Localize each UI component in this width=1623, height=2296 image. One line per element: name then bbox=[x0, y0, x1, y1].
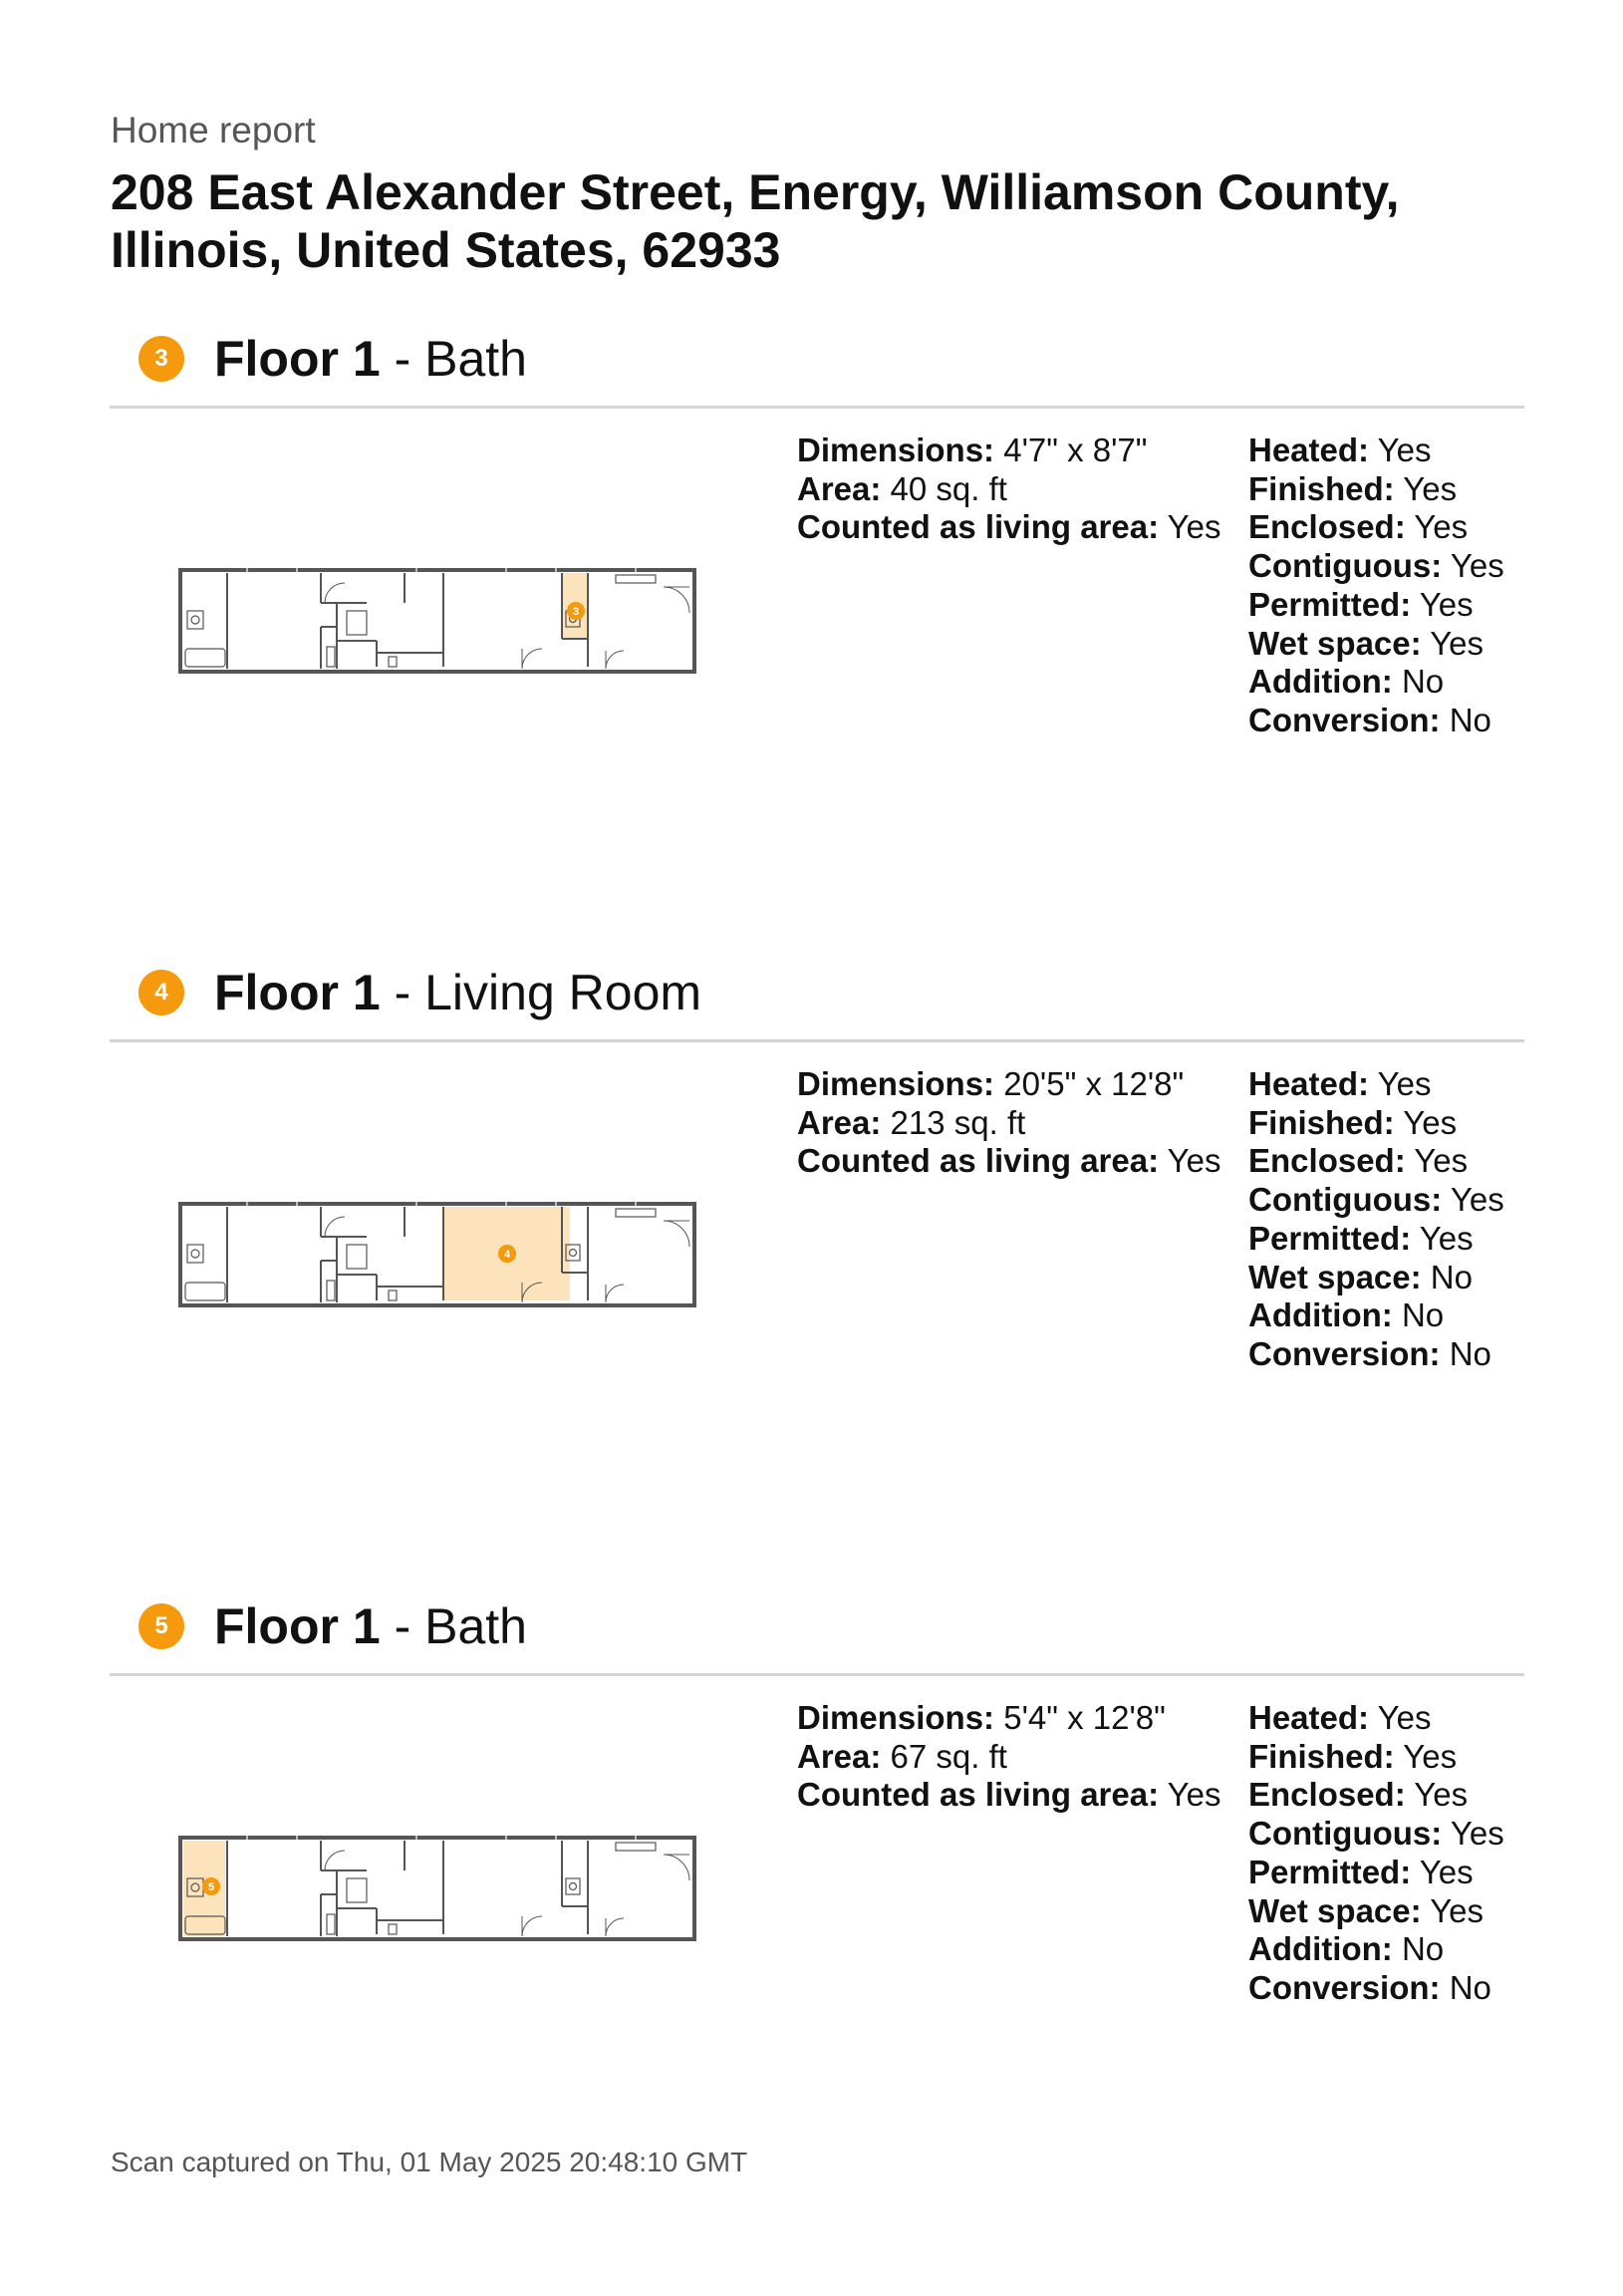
permitted-row bbox=[1248, 1854, 1504, 1892]
conversion-row bbox=[1248, 1969, 1504, 2008]
conversion-row bbox=[1248, 702, 1504, 740]
wet-space-label: Wet space: bbox=[1248, 1258, 1422, 1295]
room-attributes bbox=[1248, 431, 1504, 740]
area-value: 67 sq. ft bbox=[890, 1737, 1007, 1775]
conversion-value: No bbox=[1449, 1334, 1491, 1372]
enclosed-value: Yes bbox=[1414, 508, 1469, 546]
conversion-label: Conversion: bbox=[1248, 1968, 1441, 2006]
area-value: 213 sq. ft bbox=[890, 1103, 1026, 1141]
living-area-label: Counted as living area: bbox=[797, 1142, 1160, 1180]
living-area-value: Yes bbox=[1167, 1142, 1221, 1180]
wet-space-label: Wet space: bbox=[1248, 1891, 1422, 1929]
wet-space-row bbox=[1248, 1259, 1504, 1297]
enclosed-label: Enclosed: bbox=[1248, 508, 1406, 546]
addition-label: Addition: bbox=[1248, 1296, 1393, 1334]
title-separator: - bbox=[380, 1598, 425, 1654]
addition-value: No bbox=[1401, 1296, 1445, 1334]
living-area-value: Yes bbox=[1167, 1776, 1221, 1814]
contiguous-value: Yes bbox=[1450, 547, 1504, 585]
conversion-label: Conversion: bbox=[1248, 1334, 1441, 1372]
floor-plan-drawing bbox=[177, 1835, 697, 1942]
room-title bbox=[214, 964, 701, 1021]
dimensions-label: Dimensions: bbox=[797, 431, 995, 468]
addition-row bbox=[1248, 663, 1504, 702]
dimensions-value: 20'5" x 12'8" bbox=[1003, 1065, 1185, 1102]
enclosed-value: Yes bbox=[1414, 1776, 1469, 1814]
permitted-value: Yes bbox=[1419, 1853, 1474, 1890]
room-details bbox=[797, 431, 1221, 547]
dimensions-label: Dimensions: bbox=[797, 1699, 995, 1736]
title-separator: - bbox=[380, 965, 425, 1020]
permitted-label: Permitted: bbox=[1248, 1219, 1412, 1257]
conversion-value: No bbox=[1449, 701, 1491, 738]
wet-space-value: Yes bbox=[1430, 624, 1485, 662]
dimensions-row bbox=[797, 1065, 1221, 1104]
room-details bbox=[797, 1699, 1221, 1815]
floor-label: Floor 1 bbox=[214, 331, 381, 387]
heated-value: Yes bbox=[1377, 431, 1432, 468]
room-name: Bath bbox=[424, 1598, 527, 1654]
contiguous-label: Contiguous: bbox=[1248, 547, 1443, 585]
section-divider bbox=[110, 406, 1524, 409]
room-name: Living Room bbox=[424, 965, 702, 1020]
area-label: Area: bbox=[797, 1103, 882, 1141]
area-row bbox=[797, 1104, 1221, 1143]
heated-row bbox=[1248, 431, 1504, 470]
room-title bbox=[214, 1597, 527, 1655]
enclosed-row bbox=[1248, 1142, 1504, 1181]
dimensions-row bbox=[797, 431, 1221, 470]
room-attributes bbox=[1248, 1065, 1504, 1374]
room-title bbox=[214, 330, 527, 388]
contiguous-label: Contiguous: bbox=[1248, 1815, 1443, 1853]
permitted-value: Yes bbox=[1419, 1219, 1474, 1257]
living-area-row bbox=[797, 508, 1221, 547]
property-address: 208 East Alexander Street, Energy, Williamson County, Illinois, United States, 62933 bbox=[111, 164, 1400, 278]
contiguous-row bbox=[1248, 1181, 1504, 1220]
heated-label: Heated: bbox=[1248, 1699, 1370, 1736]
room-marker-number: 5 bbox=[207, 1881, 215, 1893]
living-area-value: Yes bbox=[1167, 508, 1221, 546]
room-attributes bbox=[1248, 1699, 1504, 2008]
room-section bbox=[0, 965, 1623, 1568]
room-section bbox=[0, 1598, 1623, 2201]
wet-space-row bbox=[1248, 625, 1504, 664]
area-label: Area: bbox=[797, 1737, 882, 1775]
floor-plan-walls bbox=[180, 1836, 694, 1939]
contiguous-value: Yes bbox=[1450, 1181, 1504, 1219]
heated-row bbox=[1248, 1699, 1504, 1738]
wet-space-label: Wet space: bbox=[1248, 624, 1422, 662]
addition-label: Addition: bbox=[1248, 663, 1393, 701]
room-number-badge: 3 bbox=[138, 336, 184, 382]
floor-label: Floor 1 bbox=[214, 965, 381, 1020]
permitted-row bbox=[1248, 1220, 1504, 1259]
room-marker-number: 4 bbox=[503, 1249, 511, 1261]
permitted-label: Permitted: bbox=[1248, 1853, 1412, 1890]
finished-value: Yes bbox=[1403, 1103, 1458, 1141]
floor-label: Floor 1 bbox=[214, 1598, 381, 1654]
dimensions-row bbox=[797, 1699, 1221, 1738]
room-number-badge: 4 bbox=[138, 970, 184, 1015]
living-area-label: Counted as living area: bbox=[797, 508, 1160, 546]
room-marker-number: 3 bbox=[572, 606, 580, 618]
conversion-row bbox=[1248, 1335, 1504, 1374]
enclosed-row bbox=[1248, 1776, 1504, 1815]
heated-row bbox=[1248, 1065, 1504, 1104]
enclosed-value: Yes bbox=[1414, 1142, 1469, 1180]
conversion-value: No bbox=[1449, 1968, 1491, 2006]
finished-row bbox=[1248, 1738, 1504, 1777]
area-value: 40 sq. ft bbox=[890, 469, 1007, 507]
report-label: Home report bbox=[111, 110, 316, 150]
room-section bbox=[0, 331, 1623, 934]
floor-plan-walls bbox=[180, 1202, 694, 1305]
dimensions-value: 4'7" x 8'7" bbox=[1003, 431, 1148, 468]
permitted-row bbox=[1248, 586, 1504, 625]
permitted-value: Yes bbox=[1419, 585, 1474, 623]
finished-label: Finished: bbox=[1248, 469, 1395, 507]
addition-value: No bbox=[1401, 1930, 1445, 1968]
scan-timestamp: Scan captured on Thu, 01 May 2025 20:48:10 GMT bbox=[111, 2147, 748, 2177]
addition-row bbox=[1248, 1296, 1504, 1335]
section-divider bbox=[110, 1039, 1524, 1042]
contiguous-row bbox=[1248, 547, 1504, 586]
floor-plan-drawing bbox=[177, 567, 697, 675]
enclosed-row bbox=[1248, 508, 1504, 547]
living-area-row bbox=[797, 1776, 1221, 1815]
addition-value: No bbox=[1401, 663, 1445, 701]
area-label: Area: bbox=[797, 469, 882, 507]
finished-label: Finished: bbox=[1248, 1737, 1395, 1775]
room-number-badge: 5 bbox=[138, 1603, 184, 1649]
room-details bbox=[797, 1065, 1221, 1181]
living-area-row bbox=[797, 1142, 1221, 1181]
enclosed-label: Enclosed: bbox=[1248, 1776, 1406, 1814]
contiguous-row bbox=[1248, 1815, 1504, 1854]
dimensions-value: 5'4" x 12'8" bbox=[1003, 1699, 1166, 1736]
dimensions-label: Dimensions: bbox=[797, 1065, 995, 1102]
contiguous-label: Contiguous: bbox=[1248, 1181, 1443, 1219]
addition-label: Addition: bbox=[1248, 1930, 1393, 1968]
living-area-label: Counted as living area: bbox=[797, 1776, 1160, 1814]
wet-space-value: No bbox=[1430, 1258, 1473, 1295]
floor-plan-drawing bbox=[177, 1201, 697, 1308]
enclosed-label: Enclosed: bbox=[1248, 1142, 1406, 1180]
heated-value: Yes bbox=[1377, 1065, 1432, 1102]
floor-plan bbox=[177, 567, 697, 675]
floor-plan-walls bbox=[180, 568, 694, 672]
addition-row bbox=[1248, 1930, 1504, 1969]
permitted-label: Permitted: bbox=[1248, 585, 1412, 623]
wet-space-value: Yes bbox=[1430, 1891, 1485, 1929]
heated-label: Heated: bbox=[1248, 1065, 1370, 1102]
finished-row bbox=[1248, 1104, 1504, 1143]
contiguous-value: Yes bbox=[1450, 1815, 1504, 1853]
title-separator: - bbox=[380, 331, 425, 387]
room-name: Bath bbox=[424, 331, 527, 387]
section-divider bbox=[110, 1673, 1524, 1676]
conversion-label: Conversion: bbox=[1248, 701, 1441, 738]
wet-space-row bbox=[1248, 1892, 1504, 1931]
finished-value: Yes bbox=[1403, 469, 1458, 507]
area-row bbox=[797, 470, 1221, 509]
floor-plan bbox=[177, 1835, 697, 1942]
heated-value: Yes bbox=[1377, 1699, 1432, 1736]
area-row bbox=[797, 1738, 1221, 1777]
floor-plan bbox=[177, 1201, 697, 1308]
finished-label: Finished: bbox=[1248, 1103, 1395, 1141]
finished-row bbox=[1248, 470, 1504, 509]
heated-label: Heated: bbox=[1248, 431, 1370, 468]
finished-value: Yes bbox=[1403, 1737, 1458, 1775]
